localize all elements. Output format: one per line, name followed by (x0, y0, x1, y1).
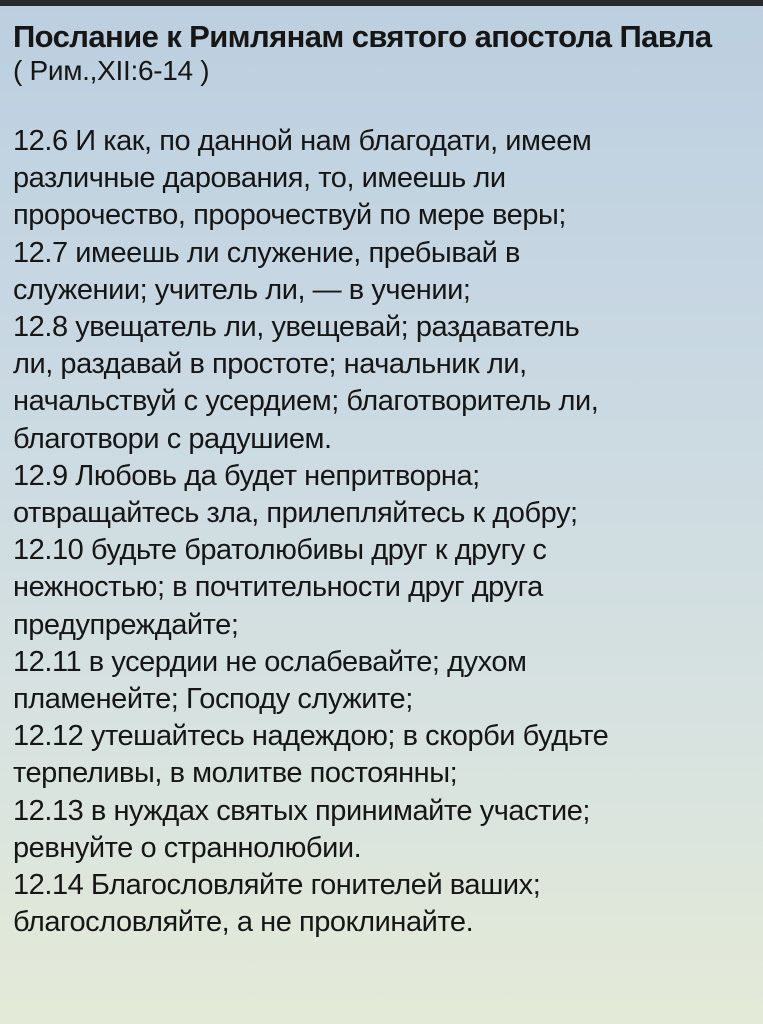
text-line: ревнуйте о страннолюбии. (13, 831, 362, 864)
text-line: предупреждайте; (13, 608, 239, 641)
text-line: 12.7 имеешь ли служение, пребывай в (13, 236, 520, 269)
verse-reference: ( Рим.,XII:6-14 ) (13, 55, 210, 86)
text-line: 12.6 И как, по данной нам благодати, имеем (13, 125, 592, 157)
text-line: начальствуй с усердием; благотворитель ли, (13, 385, 599, 418)
scripture-page (13, 20, 753, 941)
top-bar (0, 0, 763, 6)
text-line: 12.13 в нуждах святых принимайте участие; (13, 794, 591, 827)
verse-text (13, 123, 753, 941)
text-line: благотвори с радушием. (13, 422, 332, 455)
text-line: отвращайтесь зла, прилепляйтесь к добру; (13, 497, 578, 530)
text-line: 12.12 утешайтесь надеждою; в скорби будьте (13, 720, 609, 753)
page-title: Послание к Римлянам святого апостола Павла (13, 19, 712, 54)
text-line: ли, раздавай в простоте; начальник ли, (13, 348, 527, 381)
text-line: благословляйте, а не проклинайте. (13, 906, 474, 939)
text-line: пророчество, пророчествуй по мере веры; (13, 199, 567, 232)
text-line: различные дарования, то, имеешь ли (13, 162, 506, 195)
text-line: пламенейте; Господу служите; (13, 683, 413, 716)
text-line: 12.14 Благословляйте гонителей ваших; (13, 869, 541, 902)
text-line: терпеливы, в молитве постоянны; (13, 757, 458, 790)
text-line: 12.8 увещатель ли, увещевай; раздаватель (13, 311, 580, 344)
text-line: 12.11 в усердии не ослабевайте; духом (13, 645, 527, 678)
text-line: нежностью; в почтительности друг друга (13, 571, 543, 604)
text-line: служении; учитель ли, — в учении; (13, 273, 471, 306)
text-line: 12.9 Любовь да будет непритворна; (13, 459, 480, 492)
text-line: 12.10 будьте братолюбивы друг к другу с (13, 534, 547, 567)
